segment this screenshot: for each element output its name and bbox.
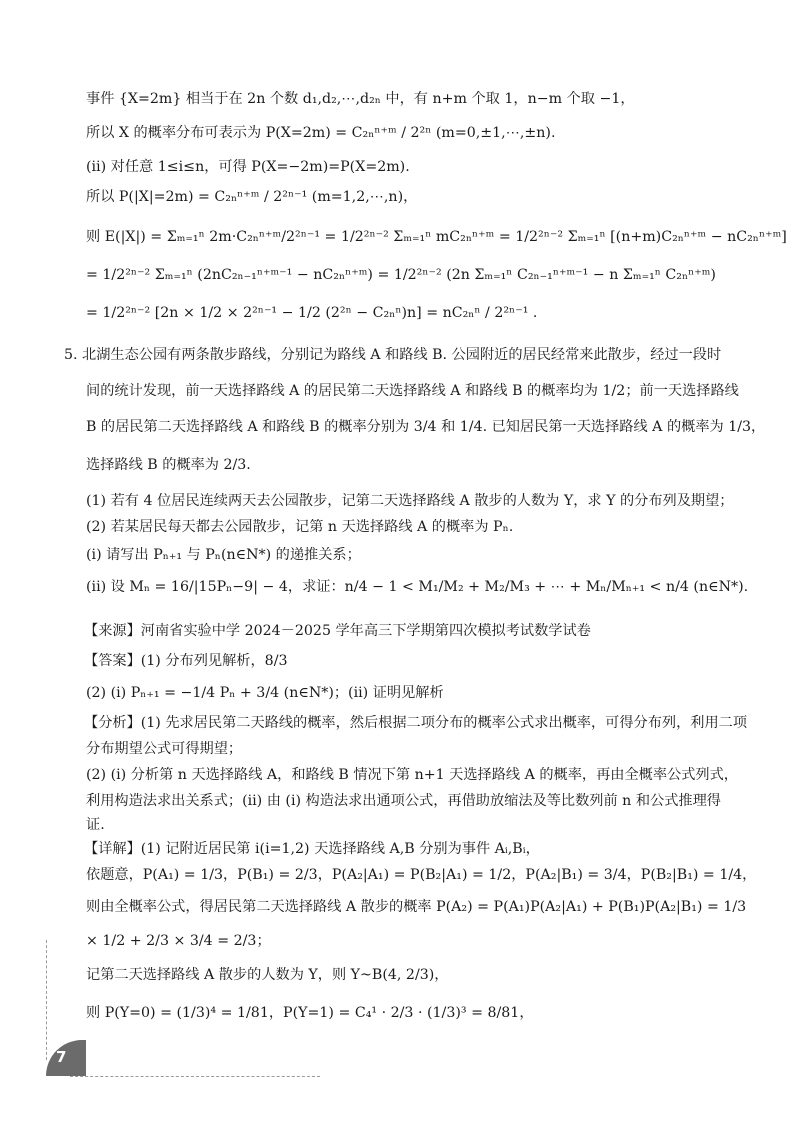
text-line: 则 E(|X|) = Σₘ₌₁ⁿ 2m·C₂ₙⁿ⁺ᵐ/2²ⁿ⁻¹ = 1/2²ⁿ⁻² Σₘ₌₁ⁿ mC₂ₙⁿ⁺ᵐ = 1/2²ⁿ⁻² Σₘ₌₁ⁿ [(n+m)C₂ₙⁿ⁺ᵐ − nC₂ₙⁿ⁺ᵐ] <box>86 229 787 245</box>
question-line: 5. 北湖生态公园有两条散步路线，分别记为路线 A 和路线 B. 公园附近的居民经常来此散步，经过一段时 <box>64 347 722 363</box>
page-number: 7 <box>56 1048 67 1066</box>
question-line: 选择路线 B 的概率为 2/3. <box>86 457 251 473</box>
source-line: 【来源】河南省实验中学 2024－2025 学年高三下学期第四次模拟考试数学试卷 <box>84 623 591 639</box>
detail-line: 则 P(Y=0) = (1/3)⁴ = 1/81，P(Y=1) = C₄¹ · 2/3 · (1/3)³ = 8/81， <box>86 1005 534 1021</box>
text-line: = 1/2²ⁿ⁻² [2n × 1/2 × 2²ⁿ⁻¹ − 1/2 (2²ⁿ − C₂ₙⁿ)n] = nC₂ₙⁿ / 2²ⁿ⁻¹ . <box>86 305 538 321</box>
question-line: (1) 若有 4 位居民连续两天去公园散步，记第二天选择路线 A 散步的人数为 Y，求 Y 的分布列及期望； <box>86 493 734 509</box>
analysis-line: 分布期望公式可得期望； <box>86 741 243 757</box>
footer-dashed-line <box>70 1076 320 1077</box>
question-line: (i) 请写出 Pₙ₊₁ 与 Pₙ(n∈N*) 的递推关系； <box>86 547 361 563</box>
analysis-line: 证. <box>86 817 105 833</box>
text-line: 所以 X 的概率分布可表示为 P(X=2m) = C₂ₙⁿ⁺ᵐ / 2²ⁿ (m=0,±1,⋯,±n). <box>86 125 556 141</box>
text-line: 所以 P(|X|=2m) = C₂ₙⁿ⁺ᵐ / 2²ⁿ⁻¹ (m=1,2,⋯,n)， <box>86 189 418 205</box>
text-line: = 1/2²ⁿ⁻² Σₘ₌₁ⁿ (2nC₂ₙ₋₁ⁿ⁺ᵐ⁻¹ − nC₂ₙⁿ⁺ᵐ) = 1/2²ⁿ⁻² (2n Σₘ₌₁ⁿ C₂ₙ₋₁ⁿ⁺ᵐ⁻¹ − n Σₘ₌₁ⁿ C₂ₙⁿ⁺ᵐ) <box>86 267 716 283</box>
text-line: 事件 {X=2m} 相当于在 2n 个数 d₁,d₂,⋯,d₂ₙ 中，有 n+m 个取 1，n−m 个取 −1， <box>86 91 635 107</box>
detail-line: 记第二天选择路线 A 散步的人数为 Y，则 Y~B(4, 2/3)， <box>86 967 449 983</box>
analysis-line: 利用构造法求出关系式；(ⅱ) 由 (ⅰ) 构造法求出通项公式，再借助放缩法及等比数列前 n 和公式推理得 <box>86 793 721 809</box>
question-line: (2) 若某居民每天都去公园散步，记第 n 天选择路线 A 的概率为 Pₙ. <box>86 519 514 535</box>
answer-line: 【答案】(1) 分布列见解析，8/3 <box>84 653 288 669</box>
question-line: B 的居民第二天选择路线 A 和路线 B 的概率分别为 3/4 和 1/4. 已知居民第一天选择路线 A 的概率为 1/3， <box>86 419 766 435</box>
detail-line: 则由全概率公式，得居民第二天选择路线 A 散步的概率 P(A₂) = P(A₁)P(A₂|A₁) + P(B₁)P(A₂|B₁) = 1/3 <box>86 899 747 915</box>
analysis-line: 【分析】(1) 先求居民第二天路线的概率，然后根据二项分布的概率公式求出概率，可得分布列，利用二项 <box>84 715 748 731</box>
text-line: (ⅱ) 对任意 1≤i≤n，可得 P(X=−2m)=P(X=2m). <box>86 159 410 175</box>
analysis-line: (2) (ⅰ) 分析第 n 天选择路线 A，和路线 B 情况下第 n+1 天选择路线 A 的概率，再由全概率公式列式， <box>86 767 738 783</box>
answer-line: (2) (i) Pₙ₊₁ = −1/4 Pₙ + 3/4 (n∈N*)；(ii) 证明见解析 <box>86 685 444 701</box>
margin-dashed-line <box>46 940 47 1060</box>
question-line: 间的统计发现，前一天选择路线 A 的居民第二天选择路线 A 和路线 B 的概率均为 1/2；前一天选择路线 <box>86 383 739 399</box>
detail-line: × 1/2 + 2/3 × 3/4 = 2/3； <box>86 933 271 949</box>
detail-line: 依题意，P(A₁) = 1/3，P(B₁) = 2/3，P(A₂|A₁) = P(B₂|A₁) = 1/2，P(A₂|B₁) = 3/4，P(B₂|B₁) = 1/4， <box>86 867 757 883</box>
question-line: (ii) 设 Mₙ = 16/|15Pₙ−9| − 4，求证：n/4 − 1 < M₁/M₂ + M₂/M₃ + ⋯ + Mₙ/Mₙ₊₁ < n/4 (n∈N*). <box>86 579 749 595</box>
detail-line: 【详解】(1) 记附近居民第 i(i=1,2) 天选择路线 A,B 分别为事件 Aᵢ,Bᵢ， <box>84 841 540 857</box>
